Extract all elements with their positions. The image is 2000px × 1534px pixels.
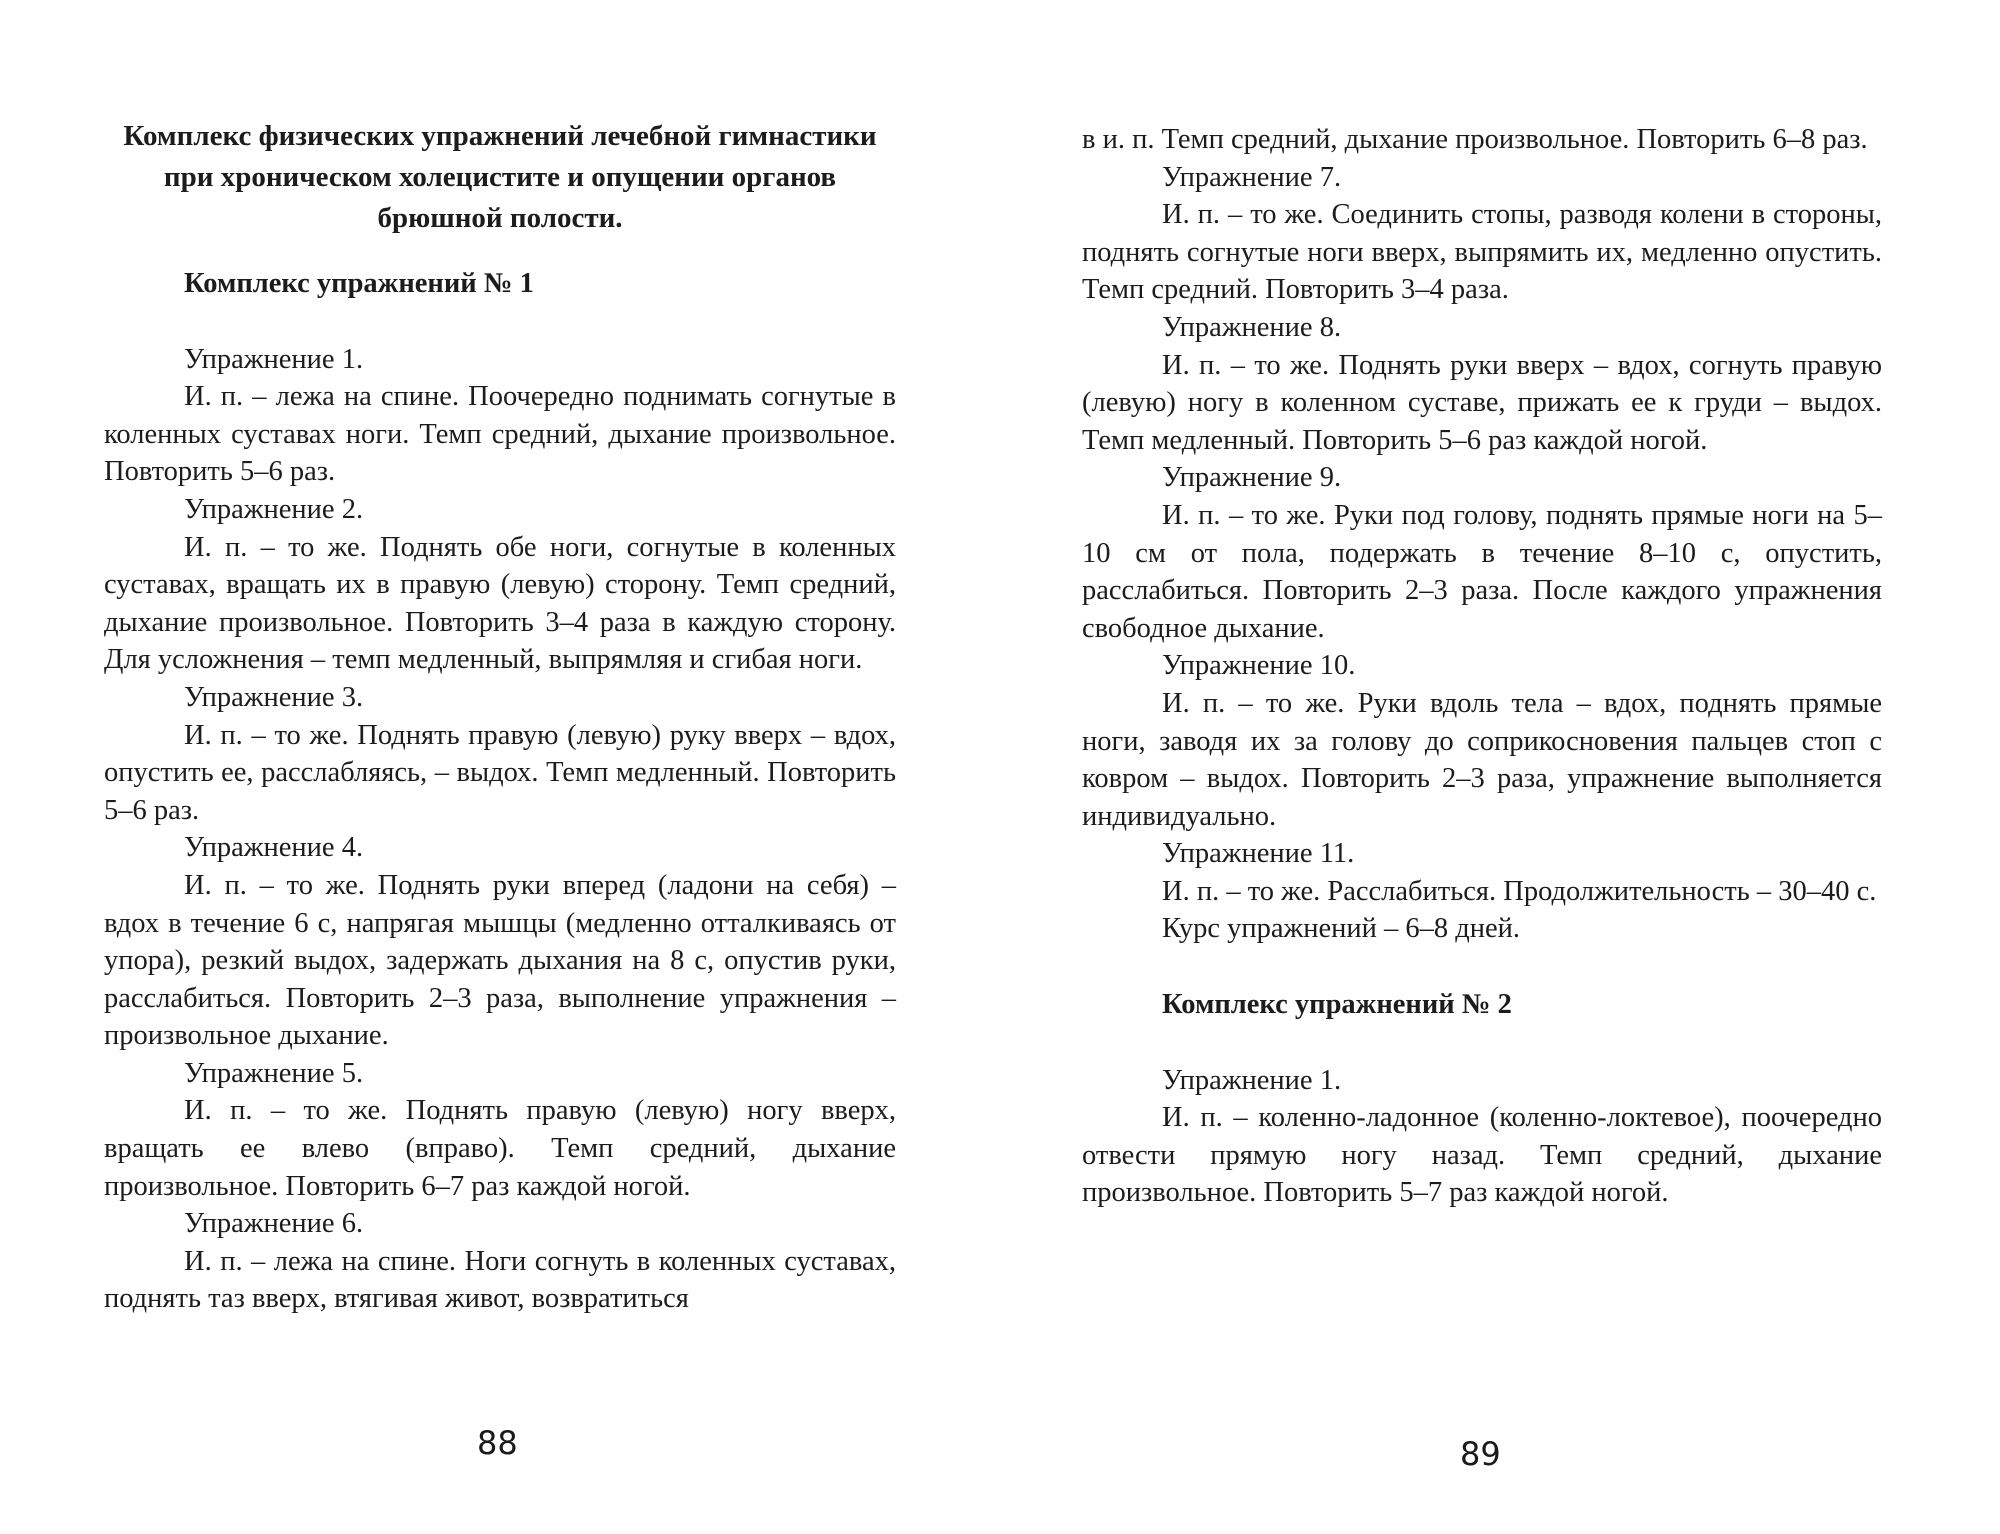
exercise-text: И. п. – то же. Руки вдоль тела – вдох, поднять прямые ноги, заводя их за голову до соприкосновения пальцев стоп с ковром – выдох. Повторить 2–3 раза, упражнение выполняется индивидуально. xyxy=(1082,687,1882,832)
page-number: 88 xyxy=(477,1424,518,1462)
exercise-heading: Упражнение 11. xyxy=(1162,838,1355,870)
right-page xyxy=(1082,121,1882,1212)
exercise-heading: Упражнение 1. xyxy=(1162,1064,1342,1096)
section-heading: Комплекс упражнений № 2 xyxy=(1162,989,1512,1021)
exercise-heading: Упражнение 9. xyxy=(1162,462,1342,494)
exercise-text: И. п. – то же. Поднять правую (левую) руку вверх – вдох, опустить ее, расслабляясь, – выдох. Темп медленный. Повторить 5–6 раз. xyxy=(104,719,896,826)
exercise-text: И. п. – то же. Руки под голову, поднять прямые ноги на 5–10 см от пола, подержать в течение 8–10 с, опустить, расслабиться. Повторить 2–3 раза. После каждого упражнения свободное дыхание. xyxy=(1082,499,1882,644)
exercise-text: И. п. – то же. Расслабиться. Продолжительность – 30–40 с. xyxy=(1162,875,1877,907)
continued-text: в и. п. Темп средний, дыхание произвольное. Повторить 6–8 раз. xyxy=(1082,124,1868,155)
page-title: Комплекс физических упражнений лечебной гимнастики при хроническом холецистите и опущении органов брюшной полости. xyxy=(123,120,877,234)
exercise-text: И. п. – то же. Поднять руки вверх – вдох, согнуть правую (левую) ногу в коленном суставе, прижать ее к груди – выдох. Темп медленный. Повторить 5–6 раз каждой ногой. xyxy=(1082,349,1882,456)
exercise-text: И. п. – то же. Поднять правую (левую) ногу вверх, вращать ее влево (вправо). Темп средний, дыхание произвольное. Повторить 6–7 раз каждой ногой. xyxy=(104,1095,896,1202)
exercise-heading: Упражнение 3. xyxy=(184,681,364,713)
exercise-heading: Упражнение 6. xyxy=(184,1208,364,1240)
exercise-heading: Упражнение 8. xyxy=(1162,311,1342,343)
exercise-text: И. п. – то же. Соединить стопы, разводя колени в стороны, поднять согнутые ноги вверх, выпрямить их, медленно опустить. Темп средний. Повторить 3–4 раза. xyxy=(1082,199,1882,306)
exercise-heading: Упражнение 1. xyxy=(184,343,364,375)
exercise-heading: Упражнение 2. xyxy=(184,493,364,525)
exercise-heading: Упражнение 5. xyxy=(184,1057,364,1089)
exercise-heading: Упражнение 10. xyxy=(1162,650,1356,682)
exercise-heading: Упражнение 4. xyxy=(184,832,364,864)
exercise-text: И. п. – коленно-ладонное (коленно-локтевое), поочередно отвести прямую ногу назад. Темп средний, дыхание произвольное. Повторить 5–7 раз каждой ногой. xyxy=(1082,1102,1882,1209)
exercise-heading: Упражнение 7. xyxy=(1162,161,1342,193)
course-duration: Курс упражнений – 6–8 дней. xyxy=(1162,913,1521,945)
exercise-text: И. п. – то же. Поднять обе ноги, согнутые в коленных суставах, вращать их в правую (левую) сторону. Темп средний, дыхание произвольное. Повторить 3–4 раза в каждую сторону. Для усложнения – темп медленный, выпрямляя и сгибая ноги. xyxy=(104,531,896,676)
section-heading: Комплекс упражнений № 1 xyxy=(184,268,534,299)
exercise-text: И. п. – лежа на спине. Ноги согнуть в коленных суставах, поднять таз вверх, втягивая живот, возвратиться xyxy=(104,1245,896,1315)
left-page xyxy=(104,116,896,1318)
exercise-text: И. п. – лежа на спине. Поочередно поднимать согнутые в коленных суставах ноги. Темп средний, дыхание произвольное. Повторить 5–6 раз. xyxy=(104,381,896,488)
page-number: 89 xyxy=(1460,1435,1501,1473)
exercise-text: И. п. – то же. Поднять руки вперед (ладони на себя) – вдох в течение 6 с, напрягая мышцы (медленно отталкиваясь от упора), резкий выдох, задержать дыхания на 8 с, опустив руки, расслабиться. Повторить 2–3 раза, выполнение упражнения – произвольное дыхание. xyxy=(104,869,896,1052)
